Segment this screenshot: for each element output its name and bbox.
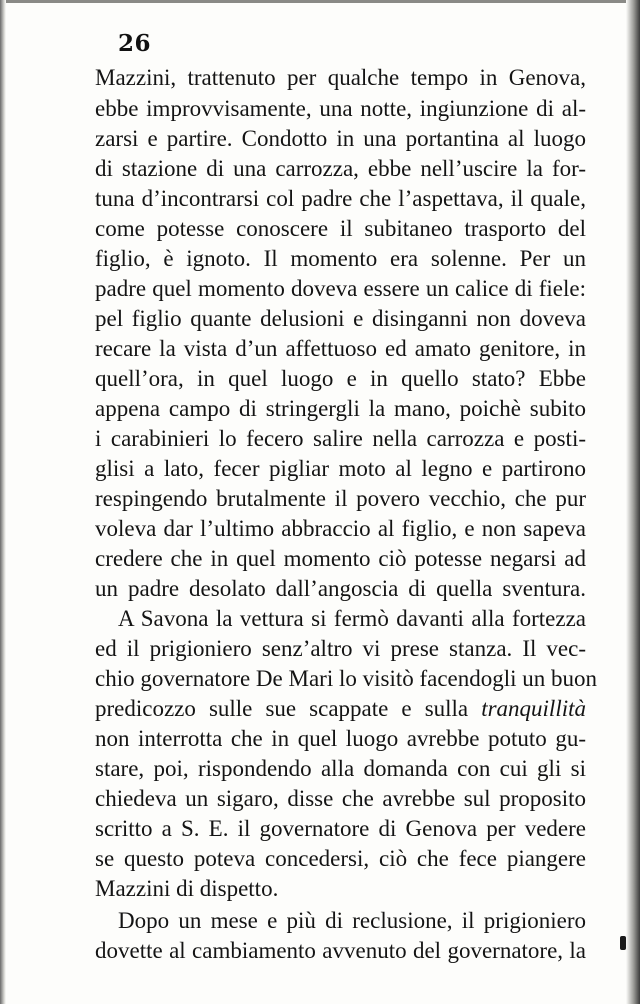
text-line: di stazione di una carrozza, ebbe nell’uscire la for- — [95, 156, 586, 181]
text-line: non interrotta che in quel luogo avrebbe potuto gu- — [95, 726, 586, 751]
text-line: padre quel momento doveva essere un calice di fiele: — [95, 276, 586, 301]
page-edge-mark — [620, 936, 626, 950]
emphasized-word: tranquillità — [481, 696, 586, 721]
text-line: stare, poi, rispondendo alla domanda con cui gli si — [95, 756, 586, 781]
text-line: i carabinieri lo fecero salire nella carrozza e posti- — [95, 426, 586, 451]
text-line: ebbe improvvisamente, una notte, ingiunzione di al- — [95, 96, 586, 121]
text-line: un padre desolato dall’angoscia di quella sventura. — [95, 576, 586, 601]
text-line: chio governatore De Mari lo visitò facendogli un buon — [95, 666, 598, 691]
text-line: scritto a S. E. il governatore di Genova per vedere — [95, 816, 586, 841]
paragraph-start-line: A Savona la vettura si fermò davanti alla fortezza — [118, 606, 586, 631]
text-line: figlio, è ignoto. Il momento era solenne. Per un — [95, 246, 586, 271]
text-line: come potesse conoscere il subitaneo trasporto del — [95, 216, 586, 241]
text-line-with-italic: predicozzo sulle sue scappate e sulla tranquillità — [95, 696, 586, 721]
text-line: se questo poteva concedersi, ciò che fece piangere — [95, 846, 586, 871]
text-line: appena campo di stringergli la mano, poichè subito — [95, 396, 586, 421]
text-line: recare la vista d’un affettuoso ed amato genitore, in — [95, 336, 586, 361]
text-line: dovette al cambiamento avvenuto del governatore, la — [95, 938, 586, 963]
page-number: 26 — [118, 30, 152, 57]
text-line: chiedeva un sigaro, disse che avrebbe sul proposito — [95, 786, 586, 811]
paragraph-end-line: Mazzini di dispetto. — [95, 876, 279, 901]
text-line: zarsi e partire. Condotto in una portantina al luogo — [95, 126, 586, 151]
text-line: Mazzini, trattenuto per qualche tempo in Genova, — [95, 65, 586, 90]
text-line: tuna d’incontrarsi col padre che l’aspettava, il quale, — [95, 186, 586, 211]
text-line: respingendo brutalmente il povero vecchio, che pur — [95, 486, 586, 511]
text-line: pel figlio quante delusioni e disinganni non doveva — [95, 306, 586, 331]
text-line: ed il prigioniero senz’altro vi prese stanza. Il vec- — [95, 636, 586, 661]
paragraph-start-line: Dopo un mese e più di reclusione, il prigioniero — [118, 908, 586, 933]
text-line: voleva dar l’ultimo abbraccio al figlio, e non sapeva — [95, 516, 586, 541]
text-line: credere che in quel momento ciò potesse negarsi ad — [95, 546, 586, 571]
text-line: glisi a lato, fecer pigliar moto al legno e partirono — [95, 456, 586, 481]
text-line: quell’ora, in quel luogo e in quello stato? Ebbe — [95, 366, 586, 391]
